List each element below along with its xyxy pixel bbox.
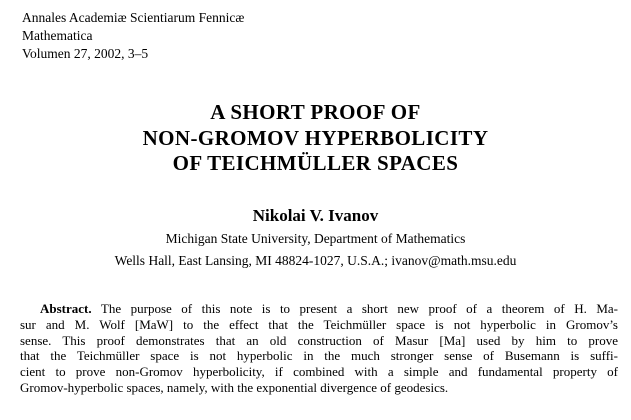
abstract-line: that the Teichmüller space is not hyperbolic in the much stronger sense of Busemann is suffi- <box>20 348 618 364</box>
journal-name: Annales Academiæ Scientiarum Fennicæ <box>22 10 245 25</box>
paper-title-line-1: A SHORT PROOF OF <box>210 100 421 124</box>
paper-title <box>0 100 631 177</box>
paper-title-line-2: NON-GROMOV HYPERBOLICITY <box>142 125 489 150</box>
abstract-line-text: The purpose of this note is to present a short new proof of a theorem of H. Ma- <box>100 301 618 316</box>
paper-title-line-3: OF TEICHMÜLLER SPACES <box>172 151 459 175</box>
journal-series: Mathematica <box>22 28 93 43</box>
author-affiliation <box>0 228 631 271</box>
journal-volume: Volumen 27, 2002, 3–5 <box>22 46 149 61</box>
affiliation-line-1: Michigan State University, Department of Mathematics <box>165 231 466 246</box>
affiliation-line-2: Wells Hall, East Lansing, MI 48824-1027, U.S.A.; ivanov@math.msu.edu <box>114 252 517 268</box>
abstract-line: Gromov-hyperbolic spaces, namely, with the exponential divergence of geodesics. <box>20 379 449 395</box>
abstract-line: sense. This proof demonstrates that an old construction of Masur [Ma] used by him to prove <box>20 332 618 348</box>
journal-header <box>22 9 244 63</box>
abstract-section <box>20 301 618 396</box>
abstract-line: sur and M. Wolf [MaW] to the effect that the Teichmüller space is not hyperbolic in Gromov’s <box>20 316 618 332</box>
author-name: Nikolai V. Ivanov <box>252 206 379 225</box>
abstract-label: Abstract. <box>40 301 92 316</box>
abstract-line: cient to prove non-Gromov hyperbolicity, if combined with a simple and fundamental property of <box>20 364 618 380</box>
abstract-line <box>20 301 618 317</box>
